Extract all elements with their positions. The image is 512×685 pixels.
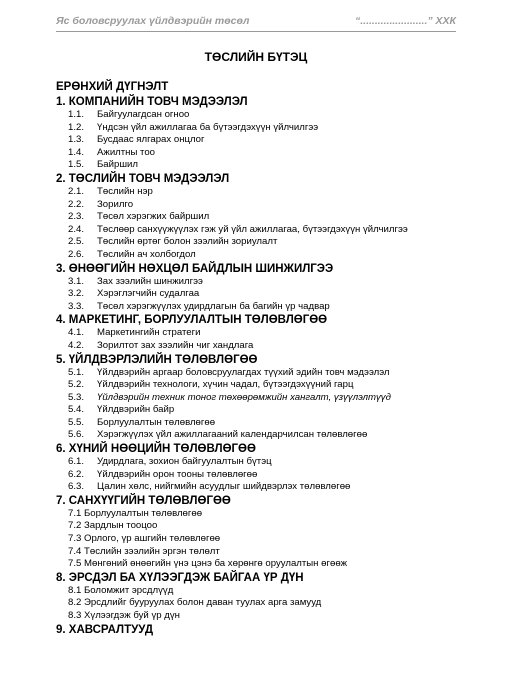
toc-subsection-title: Маркетингийн стратеги — [97, 327, 201, 339]
toc-subsection-title: 7.5 Мөнгөний өнөөгийн үнэ цэнэ ба хөрөнгө оруулалтын өгөөж — [68, 558, 348, 570]
toc-subsection-title: Зах зээлийн шинжилгээ — [97, 275, 203, 287]
toc-subsection — [56, 159, 476, 172]
toc-subsection — [56, 327, 476, 340]
toc-section-heading: 3. ӨНӨӨГИЙН НӨХЦӨЛ БАЙДЛЫН ШИНЖИЛГЭЭ — [56, 262, 334, 275]
toc-subsection — [56, 417, 476, 430]
toc-subsection-number: 1.2. — [68, 121, 85, 133]
toc-subsection — [56, 186, 476, 199]
toc-subsection-title: Зорилго — [97, 198, 134, 210]
toc-section-heading: 7. САНХҮҮГИЙН ТӨЛӨВЛӨГӨӨ — [56, 494, 231, 507]
toc-subsection-title: Байршил — [97, 159, 138, 171]
toc-subsection-number: 5.1. — [68, 366, 85, 378]
toc-subsection-number: 1.3. — [68, 134, 85, 146]
toc-subsection — [56, 122, 476, 135]
toc-subsection-title: Үндсэн үйл ажиллагаа ба бүтээгдэхүүн үйлчилгээ — [97, 121, 319, 133]
toc-subsection-title: Төсөл хэрэгжүүлэх удирдлагын ба багийн үр чадвар — [97, 300, 330, 312]
toc-subsection-number: 6.1. — [68, 456, 85, 468]
toc-subsection-title: Ажилтны тоо — [97, 146, 155, 158]
toc-subsection-title: Үйлдвэрийн техник тоног төхөөрөмжийн хангалт, үзүүлэлтүүд — [97, 391, 391, 403]
toc-section-heading: 5. ҮЙЛДВЭРЛЭЛИЙН ТӨЛӨВЛӨГӨӨ — [56, 353, 258, 366]
toc-subsection — [56, 199, 476, 212]
toc-subsection-number: 1.4. — [68, 146, 85, 158]
toc-subsection — [56, 520, 476, 533]
toc-subsection — [56, 481, 476, 494]
page-title: ТӨСЛИЙН БҮТЭЦ — [204, 50, 308, 64]
toc-subsection-number: 2.3. — [68, 211, 85, 223]
toc-subsection-title: 7.1 Борлуулалтын төлөвлөгөө — [68, 507, 203, 519]
toc-subsection-number: 2.6. — [68, 248, 85, 260]
table-of-contents — [56, 75, 476, 637]
toc-subsection-number: 2.1. — [68, 185, 85, 197]
toc-subsection — [56, 249, 476, 262]
toc-subsection — [56, 429, 476, 442]
toc-subsection-title: Хэрэгжүүлэх үйл ажиллагааний календарчилсан төлөвлөгөө — [97, 429, 368, 441]
toc-subsection — [56, 392, 476, 405]
toc-subsection-title: 7.2 Зардлын тооцоо — [68, 520, 158, 532]
toc-subsection-title: 7.4 Төслийн зээлийн эргэн төлөлт — [68, 545, 220, 557]
toc-subsection — [56, 508, 476, 521]
toc-subsection-number: 2.2. — [68, 198, 85, 210]
toc-subsection-number: 5.4. — [68, 404, 85, 416]
toc-section-heading: 1. КОМПАНИЙН ТОВЧ МЭДЭЭЛЭЛ — [56, 96, 248, 108]
toc-subsection — [56, 301, 476, 314]
toc-subsection — [56, 224, 476, 237]
header-company-name: “.......................” ХХК — [355, 15, 456, 27]
toc-subsection-title: Төсөл хэрэгжих байршил — [97, 211, 210, 223]
toc-subsection — [56, 379, 476, 392]
toc-subsection-title: Байгуулагдсан огноо — [97, 109, 190, 120]
toc-subsection — [56, 109, 476, 122]
toc-subsection-number: 5.2. — [68, 379, 85, 391]
toc-subsection-title: Төслийн ач холбогдол — [97, 248, 196, 260]
toc-subsection — [56, 456, 476, 469]
toc-subsection-number: 5.6. — [68, 429, 85, 441]
toc-subsection-number: 3.1. — [68, 275, 85, 287]
toc-subsection-title: Үйлдвэрийн орон тооны төлөвлөгөө — [97, 468, 258, 480]
toc-subsection-number: 2.4. — [68, 223, 85, 235]
toc-subsection — [56, 404, 476, 417]
toc-subsection — [56, 585, 476, 598]
toc-subsection — [56, 558, 476, 571]
toc-intro-heading: ЕРӨНХИЙ ДҮГНЭЛТ — [56, 81, 169, 93]
toc-subsection-title: Цалин хөлс, нийгмийн асуудлыг шийдвэрлэх төлөвлөгөө — [97, 481, 351, 493]
toc-subsection — [56, 469, 476, 482]
toc-subsection-number: 6.2. — [68, 468, 85, 480]
toc-subsection-number: 5.5. — [68, 416, 85, 428]
toc-subsection — [56, 340, 476, 353]
toc-subsection-number: 3.3. — [68, 300, 85, 312]
toc-subsection-title: Төслийн нэр — [97, 185, 153, 197]
toc-subsection-title: Удирдлага, зохион байгуулалтын бүтэц — [97, 456, 272, 468]
toc-subsection-title: Үйлдвэрийн байр — [97, 404, 175, 416]
toc-subsection — [56, 533, 476, 546]
toc-section-heading: 6. ХҮНИЙ НӨӨЦИЙН ТӨЛӨВЛӨГӨӨ — [56, 443, 256, 456]
toc-subsection — [56, 610, 476, 623]
toc-subsection — [56, 211, 476, 224]
toc-subsection-title: Төслийн өртөг болон зээлийн зориулалт — [97, 236, 278, 248]
toc-subsection-title: Бусдаас ялгарах онцлог — [97, 134, 205, 146]
toc-subsection-number: 3.2. — [68, 288, 85, 300]
toc-section-heading: 2. ТӨСЛИЙН ТОВЧ МЭДЭЭЛЭЛ — [56, 172, 230, 185]
toc-section-heading: 8. ЭРСДЭЛ БА ХҮЛЭЭГДЭЖ БАЙГАА ҮР ДҮН — [56, 571, 304, 584]
toc-subsection — [56, 134, 476, 147]
toc-subsection-number: 5.3. — [68, 391, 85, 403]
toc-subsection-title: 8.3 Хүлээгдэж буй үр дүн — [68, 610, 180, 621]
toc-subsection — [56, 147, 476, 160]
toc-section-heading: 9. ХАВСРАЛТУУД — [56, 623, 154, 636]
toc-subsection-title: Үйлдвэрийн аргаар боловсруулагдах түүхий эдийн товч мэдээлэл — [97, 366, 390, 378]
toc-subsection-title: Зорилтот зах зээлийн чиг хандлага — [97, 339, 254, 351]
toc-subsection-number: 1.1. — [68, 109, 85, 120]
toc-subsection-title: 7.3 Орлого, үр ашгийн төлөвлөгөө — [68, 533, 221, 545]
toc-subsection — [56, 288, 476, 301]
toc-subsection-number: 1.5. — [68, 159, 85, 171]
toc-subsection — [56, 236, 476, 249]
toc-subsection-number: 4.2. — [68, 339, 85, 351]
toc-subsection-title: Төслөөр санхүүжүүлэх гэж уй үйл ажиллагаа, бүтээгдэхүүн үйлчилгээ — [97, 223, 408, 235]
toc-subsection-title: Борлуулалтын төлөвлөгөө — [97, 416, 216, 428]
toc-subsection-title: Хэрэглэгчийн судалгаа — [97, 288, 200, 300]
toc-subsection-title: 8.1 Боломжит эрсдлүүд — [68, 584, 174, 596]
toc-subsection-number: 6.3. — [68, 481, 85, 493]
toc-subsection — [56, 597, 476, 610]
toc-subsection — [56, 367, 476, 380]
header-document-name: Яс боловсруулах үйлдвэрийн төсөл — [56, 15, 250, 27]
toc-subsection-number: 2.5. — [68, 236, 85, 248]
toc-subsection — [56, 546, 476, 559]
toc-subsection-number: 4.1. — [68, 327, 85, 339]
page-header — [56, 13, 456, 32]
toc-section-heading: 4. МАРКЕТИНГ, БОРЛУУЛАЛТЫН ТӨЛӨВЛӨГӨӨ — [56, 314, 328, 327]
toc-subsection-title: 8.2 Эрсдлийг бууруулах болон даван туулах арга замууд — [68, 597, 322, 609]
toc-subsection-title: Үйлдвэрийн технологи, хүчин чадал, бүтээгдэхүүний гарц — [97, 379, 354, 391]
toc-subsection — [56, 276, 476, 289]
